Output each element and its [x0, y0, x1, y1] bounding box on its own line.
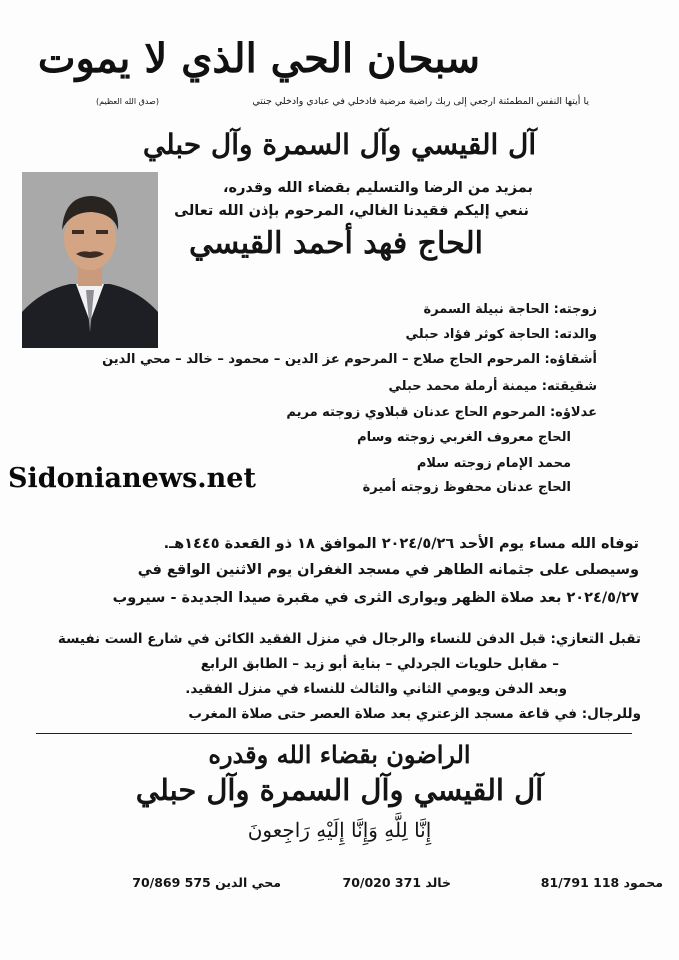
- deceased-photo: [22, 172, 158, 348]
- contact-number: 70/869 575: [132, 875, 211, 890]
- phone-contact: [541, 875, 663, 890]
- death-info-line: ٢٠٢٤/٥/٢٧ بعد صلاة الظهر ويوارى الثرى في مقبرة صيدا الجديدة - سيروب: [112, 590, 639, 606]
- quran-verse: يا أيتها النفس المطمئنة ارجعي إلى ربك راضية مرضية فادخلي في عبادي وادخلي جنتي: [252, 96, 589, 107]
- relative-line: الحاج معروف الغربي زوجته وسام: [357, 430, 571, 445]
- relative-line: أشقاؤه: المرحوم الحاج صلاح – المرحوم عز الدين – محمود – خالد – محي الدين: [102, 352, 597, 367]
- death-info-line: توفاه الله مساء يوم الأحد ٢٠٢٤/٥/٢٦ الموافق ١٨ ذو القعدة ١٤٤٥هـ.: [163, 536, 639, 552]
- condolence-line: وبعد الدفن ويومي الثاني والثالث للنساء في منزل الفقيد.: [185, 681, 567, 697]
- intro-line-2: ننعي إليكم فقيدنا الغالي، المرحوم بإذن الله تعالى: [174, 203, 529, 219]
- verse-note: (صدق الله العظيم): [96, 97, 159, 106]
- relative-line: والدته: الحاجة كوثر فؤاد حبلي: [405, 327, 597, 342]
- condolence-line: – مقابل حلويات الجردلي – بناية أبو زيد – الطابق الرابع: [200, 656, 559, 672]
- contact-name: محي الدين: [215, 875, 281, 890]
- divider: [36, 733, 632, 734]
- condolence-line: وللرجال: في قاعة مسجد الزعتري بعد صلاة العصر حتى صلاة المغرب: [188, 706, 641, 722]
- relative-line: زوجته: الحاجة نبيلة السمرة: [423, 302, 597, 317]
- closing-family-names: آل القيسي وآل السمرة وآل حبلي: [135, 773, 544, 807]
- family-names-top: آل القيسي وآل السمرة وآل حبلي: [142, 128, 537, 161]
- site-watermark: Sidonianews.net: [8, 463, 256, 494]
- contact-number: 81/791 118: [540, 875, 620, 890]
- deceased-name: الحاج فهد أحمد القيسي: [188, 226, 483, 261]
- relative-line: عدلاؤه: المرحوم الحاج عدنان قبلاوي زوجته مريم: [286, 405, 597, 420]
- contact-number: 70/020 371: [342, 875, 422, 890]
- contact-name: محمود: [623, 875, 663, 890]
- relative-line: شقيقته: ميمنة أرملة محمد حبلي: [388, 379, 597, 394]
- closing-verse: إِنَّا لِلَّهِ وَإِنَّا إِلَيْهِ رَاجِعونَ: [247, 818, 432, 842]
- relative-line: محمد الإمام زوجته سلام: [416, 456, 571, 471]
- portrait-image: [22, 172, 158, 348]
- header-calligraphy: سبحان الحي الذي لا يموت: [37, 35, 480, 82]
- intro-line-1: بمزيد من الرضا والتسليم بقضاء الله وقدره،: [223, 180, 533, 196]
- contact-name: خالد: [425, 875, 451, 890]
- closing-line: الراضون بقضاء الله وقدره: [208, 740, 471, 769]
- phone-contact: [343, 875, 451, 890]
- phone-contact: [132, 875, 281, 890]
- condolence-line: تقبل التعازي: قبل الدفن للنساء والرجال في منزل الفقيد الكائن في شارع الست نفيسة: [57, 631, 641, 647]
- death-info-line: وسيصلى على جثمانه الطاهر في مسجد الغفران يوم الاثنين الواقع في: [137, 562, 639, 578]
- relative-line: الحاج عدنان محفوظ زوجته أميرة: [362, 480, 571, 495]
